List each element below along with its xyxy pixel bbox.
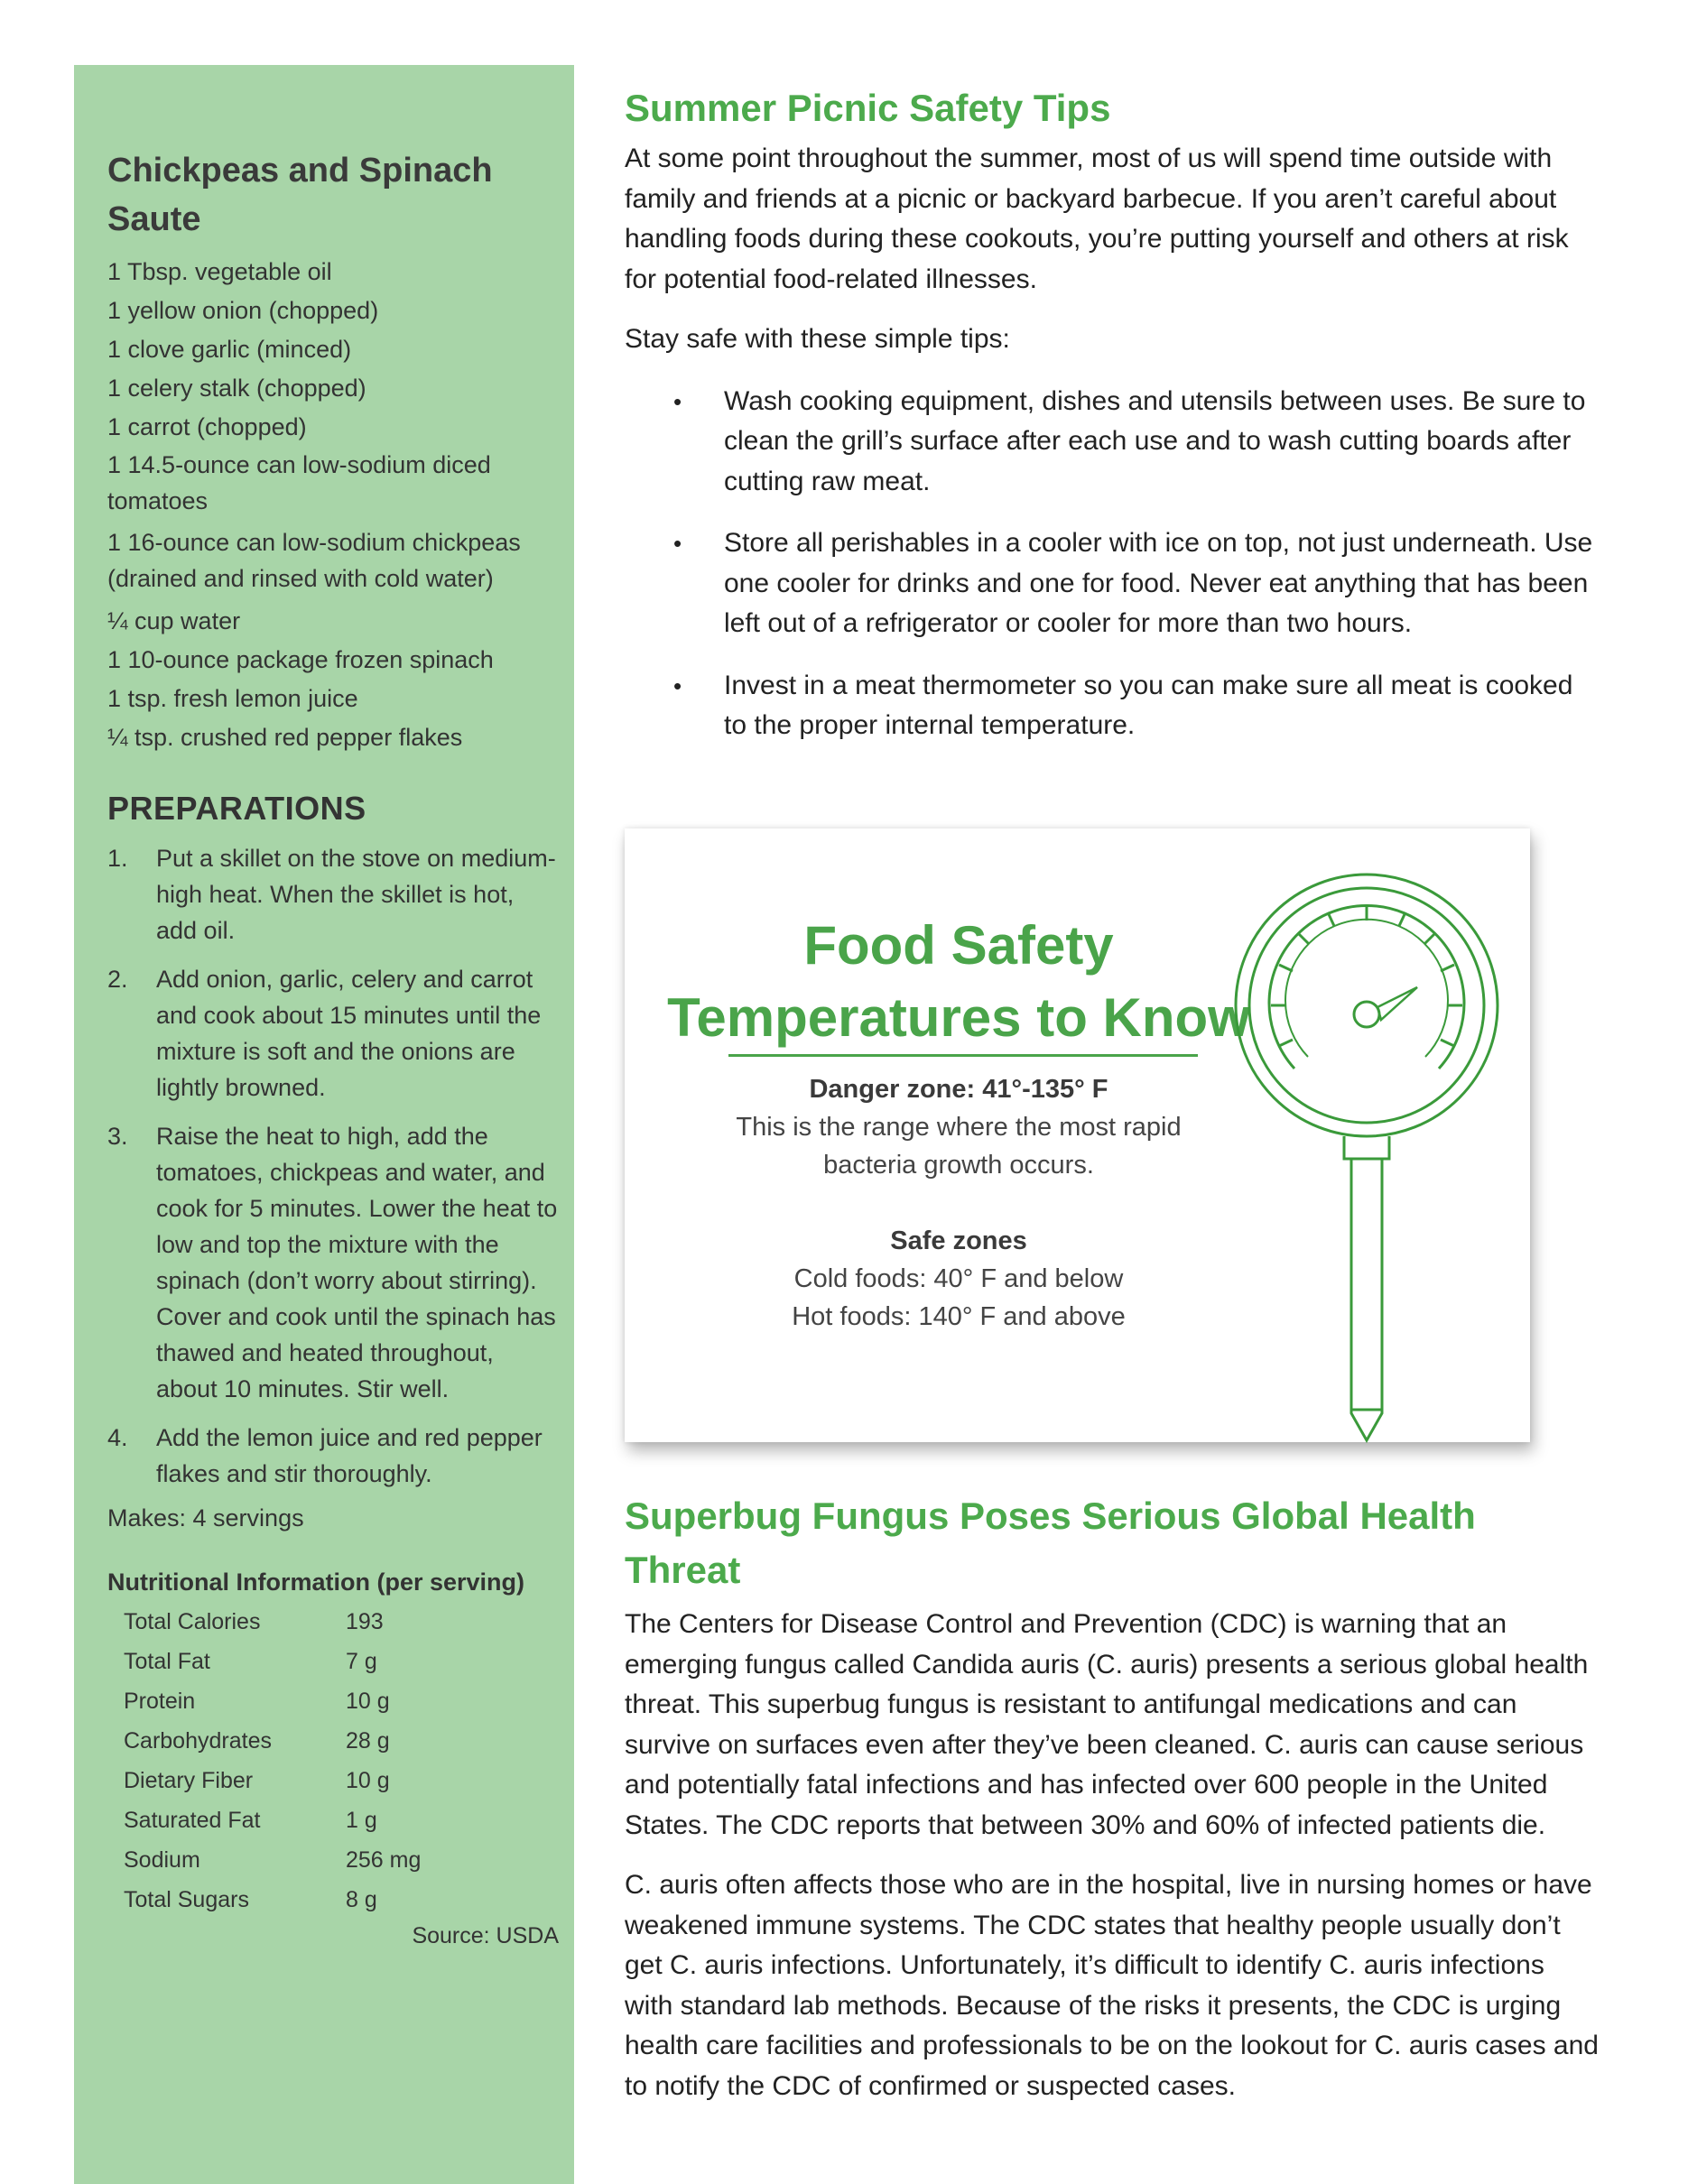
ingredient-item: 1 carrot (chopped) <box>107 413 307 440</box>
ingredient-item: ¼ tsp. crushed red pepper flakes <box>107 724 463 751</box>
bullet-icon: • <box>673 530 682 557</box>
preparation-steps <box>107 840 559 1492</box>
picnic-intro: At some point throughout the summer, most of us will spend time outside with family and friends at a picnic or backyard barbecue. If you aren’t careful about handling foods during these cookouts, you’re putting yourself and others at risk for potential food-related illnesses. <box>625 143 1569 294</box>
step-number: 1. <box>107 845 128 872</box>
table-row <box>124 1681 421 1721</box>
nutrient-value: 193 <box>346 1608 384 1634</box>
superbug-paragraph: The Centers for Disease Control and Prevention (CDC) is warning that an emerging fungus called Candida auris (C. auris) presents a serious global health threat. This superbug fungus is resistant to antifungal medications and can survive on surfaces even after they’ve been cleaned. C. auris can cause serious and potentially fatal infections and has infected over 600 people in the United States. The CDC reports that between 30% and 60% of infected patients die. <box>625 1609 1589 1840</box>
nutrient-label: Total Fat <box>124 1648 210 1674</box>
bullet-icon: • <box>673 387 682 415</box>
step-text: Raise the heat to high, add the tomatoes, chickpeas and water, and cook for 5 minutes. Lower the heat to low and top the mixture with the spinach (don’t worry about stirring). Cover and cook until the spinach has thawed and heated throughout, about 10 minutes. Stir well. <box>156 1123 558 1402</box>
table-row <box>124 1840 421 1880</box>
nutrient-value: 10 g <box>346 1767 390 1793</box>
superbug-paragraph: C. auris often affects those who are in the hospital, live in nursing homes or have weakened immune systems. The CDC states that healthy people usually don’t get C. auris infections. Unfortunately, it’s difficult to identify C. auris infections with standard lab methods. Because of the risks it presents, the CDC is urging health care facilities and professionals to be on the lookout for C. auris cases and to notify the CDC of confirmed or suspected cases. <box>625 1870 1599 2101</box>
thermometer-icon <box>1231 872 1502 1449</box>
table-row <box>124 1602 421 1642</box>
list-item <box>625 666 1600 746</box>
food-safety-card <box>625 828 1530 1442</box>
ingredient-item: 1 clove garlic (minced) <box>107 336 352 363</box>
main-column <box>625 81 1600 768</box>
ingredient-item: 1 celery stalk (chopped) <box>107 375 366 402</box>
step-item <box>107 1420 559 1492</box>
ingredient-item: 1 yellow onion (chopped) <box>107 297 379 324</box>
table-row <box>124 1880 421 1920</box>
step-number: 4. <box>107 1424 128 1451</box>
servings-text: Makes: 4 servings <box>107 1504 304 1532</box>
danger-zone-text: bacteria growth occurs. <box>823 1151 1094 1180</box>
table-row <box>124 1800 421 1840</box>
nutrient-label: Total Calories <box>124 1608 261 1634</box>
nutrient-value: 8 g <box>346 1886 377 1912</box>
step-number: 2. <box>107 966 128 993</box>
nutrition-table <box>124 1602 421 1920</box>
step-text: Put a skillet on the stove on medium-high heat. When the skillet is hot, add oil. <box>156 845 556 944</box>
ingredient-item: 1 14.5-ounce can low-sodium diced tomatoes <box>107 451 491 514</box>
step-item <box>107 961 559 1106</box>
list-item <box>625 523 1600 644</box>
nutrient-label: Dietary Fiber <box>124 1767 254 1793</box>
card-title-line: Food Safety <box>803 915 1114 976</box>
picnic-lead: Stay safe with these simple tips: <box>625 324 1010 354</box>
ingredient-item: 1 Tbsp. vegetable oil <box>107 258 332 285</box>
step-item <box>107 1118 559 1407</box>
recipe-content <box>107 146 559 1949</box>
nutrient-label: Sodium <box>124 1846 200 1873</box>
step-item <box>107 840 559 949</box>
table-row <box>124 1721 421 1761</box>
nutrition-heading: Nutritional Information (per serving) <box>107 1569 525 1596</box>
nutrition-source: Source: USDA <box>412 1923 559 1948</box>
step-number: 3. <box>107 1123 128 1150</box>
ingredient-item: 1 10-ounce package frozen spinach <box>107 646 494 673</box>
danger-zone-heading: Danger zone: 41°-135° F <box>809 1075 1108 1104</box>
step-text: Add onion, garlic, celery and carrot and cook about 15 minutes until the mixture is soft and the onions are lightly browned. <box>156 966 542 1101</box>
table-row <box>124 1761 421 1800</box>
nutrient-label: Carbohydrates <box>124 1727 272 1754</box>
tip-text: Store all perishables in a cooler with ice on top, not just underneath. Use one cooler for drinks and one for food. Never eat anything that has been left out of a refrigerator or cooler for more than two hours. <box>724 528 1593 638</box>
recipe-title: Chickpeas and Spinach Saute <box>107 152 493 238</box>
card-title-line: Temperatures to Know <box>667 987 1250 1048</box>
nutrient-value: 28 g <box>346 1727 390 1754</box>
nutrient-value: 10 g <box>346 1688 390 1714</box>
table-row <box>124 1642 421 1681</box>
nutrient-label: Saturated Fat <box>124 1807 261 1833</box>
danger-zone-text: This is the range where the most rapid <box>736 1113 1182 1142</box>
card-title <box>652 910 1266 1054</box>
card-divider <box>728 1054 1198 1057</box>
nutrient-value: 7 g <box>346 1648 377 1674</box>
step-text: Add the lemon juice and red pepper flakes and stir thoroughly. <box>156 1424 543 1487</box>
tips-list <box>625 382 1600 746</box>
ingredient-item: 1 16-ounce can low-sodium chickpeas (drained and rinsed with cold water) <box>107 529 521 592</box>
nutrient-label: Total Sugars <box>124 1886 249 1912</box>
list-item <box>625 382 1600 503</box>
nutrient-label: Protein <box>124 1688 196 1714</box>
hot-foods-text: Hot foods: 140° F and above <box>792 1302 1126 1331</box>
picnic-heading: Summer Picnic Safety Tips <box>625 87 1111 129</box>
tip-text: Wash cooking equipment, dishes and utensils between uses. Be sure to clean the grill’s surface after each use and to wash cutting boards after cutting raw meat. <box>724 385 1586 496</box>
nutrient-value: 256 mg <box>346 1846 422 1873</box>
nutrient-value: 1 g <box>346 1807 377 1833</box>
recipe-sidebar <box>74 65 574 2184</box>
tip-text: Invest in a meat thermometer so you can make sure all meat is cooked to the proper internal temperature. <box>724 670 1573 740</box>
safe-zones-heading: Safe zones <box>890 1226 1027 1255</box>
ingredient-item: 1 tsp. fresh lemon juice <box>107 685 358 712</box>
bullet-icon: • <box>673 671 682 699</box>
cold-foods-text: Cold foods: 40° F and below <box>793 1264 1124 1293</box>
card-text <box>652 1070 1266 1336</box>
preparations-heading: PREPARATIONS <box>107 790 366 827</box>
superbug-section <box>625 1489 1600 2106</box>
ingredient-item: ¼ cup water <box>107 607 241 634</box>
ingredient-list <box>107 253 559 757</box>
superbug-heading: Superbug Fungus Poses Serious Global Health Threat <box>625 1495 1476 1591</box>
